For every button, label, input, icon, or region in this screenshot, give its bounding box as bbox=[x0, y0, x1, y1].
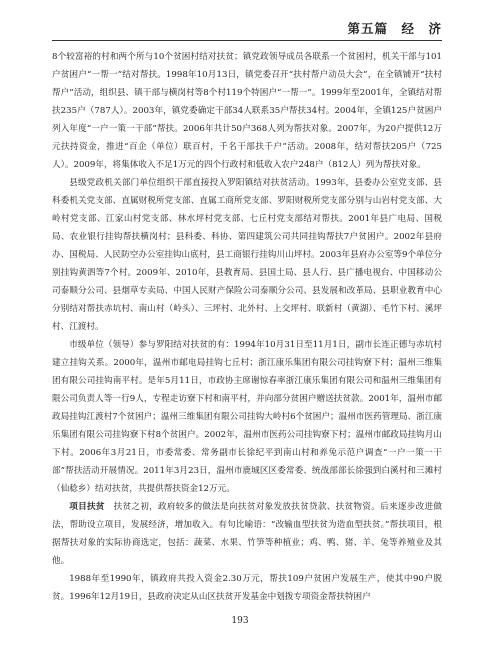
paragraph: 市级单位（领导）参与罗阳结对扶贫的有：1994年10月31日至11月1日，副市长连正德与赤坑村建立挂钩关系。2000年，温州市邮电局挂钩七丘村；浙江康乐集团有限公司挂钩寮下村；温州三维集团有限公司挂钩南平村。是年5月11日，市政协主席谢惊春率浙江康乐集团有限公司和温州三维集团有限公司负责人等一行9人，专程走访寮下村和南平村，并向部分贫困户赠送扶贫款。2001年，温州市邮政局挂钩江渡村7个贫困户；温州三维集团有限公司挂钩大岭村6个贫困户；温州市医药管理局、浙江康乐集团有限公司挂钩寮下村8个贫困户。2002年，温州市医药公司挂钩寮下村；温州市邮政局挂钩月山下村。2006年3月21日，市委常委、常务副市长徐纪平到南山村和养兔示范户调查“一户一策一干部”帮扶活动开展情况。2011年3月23日，温州市鹿城区区委常委、统战部部长徐强到白溪村和三滩村（仙稔乡）结对扶贫，共提供帮扶资金12万元。 bbox=[52, 340, 442, 494]
paragraph: 县级党政机关部门单位组织干部直接投入罗阳镇结对扶贫活动。1993年，县委办公室党支部、县科委机关党支部、直属财税所党支部、直属工商所党支部、罗阳财税所党支部分别与山岩村党支部、大岭村党支部、江家山村党支部、林水坪村党支部、七丘村党支部结对帮扶。2001年县广电局、国税局、农业银行挂钩帮扶横岗村；县科委、科协、第四建筑公司共同挂钩帮扶7户贫困户。2002年县府办、国税局、人民防空办公室挂钩山底村，县工商银行挂钩川山坪村。2003年县府办公室等9个单位分别挂钩黄泗等7个村。2009年、2010年，县教育局、县国土局、县人行、县广播电视台、中国移动公司泰顺分公司、县烟草专卖局、中国人民财产保险公司泰顺分公司、县发展和改革局、县职业教育中心分别结对帮扶赤坑村、南山村（岭头）、三坪村、北外村、上交坪村、联新村（黄湖）、毛竹下村、溪坪村、江渡村。 bbox=[52, 178, 442, 332]
running-header bbox=[52, 18, 442, 41]
header-title: 第五篇 经 济 bbox=[347, 21, 442, 36]
page-number: 193 bbox=[231, 616, 249, 626]
body-text bbox=[52, 48, 442, 606]
paragraph-text: 扶贫之初，政府较多的做法是向扶贫对象发放扶贫贷款、扶贫物资。后来逐步改进做法，帮助设立项目，发展经济，增加收入。有句比喻语：“改输血型扶贫为造血型扶贫。”帮扶项目，根据帮扶对象的实际协商选定，包括：蔬菜、水果、竹笋等种植业；鸡、鸭、猪、羊、兔等养殖业及其他。 bbox=[52, 502, 442, 566]
paragraph: 1988年至1990年，镇政府共投入资金2.30万元，帮扶109户贫困户发展生产，使其中90户脱贫。1996年12月19日，县政府决定从山区扶贫开发基金中划拨专项资金帮扶特困户 bbox=[52, 574, 442, 602]
paragraph: 8个较富裕的村和两个所与10个贫困村结对扶贫；镇党政领导成员各联系一个贫困村，机关干部与101户贫困户“一帮一”结对帮扶。1998年10月13日，镇党委召开“扶村帮户动员大会”，在全镇铺开“扶村帮户”活动，组织县、镇干部与横岗村等8个村119个特困户“一帮一”。1999年至2001年，全镇结对帮扶235户（787人）。2003年，镇党委确定干部34人联系35户帮扶34村。2004年，全镇125户贫困户列入年度“一户一策一干部”帮扶。2006年共计50户368人列为帮扶对象。2007年，为20户提供12万元扶持资金，推进“百企（单位）联百村，千名干部扶千户”活动。2008年，结对帮扶205户（725人）。2009年，将集体收入不足1万元的四个行政村和低收入农户248户（812人）列为帮扶对象。 bbox=[52, 52, 442, 170]
paragraph bbox=[52, 498, 442, 570]
section-highlight: 项目扶贫 bbox=[69, 502, 105, 512]
